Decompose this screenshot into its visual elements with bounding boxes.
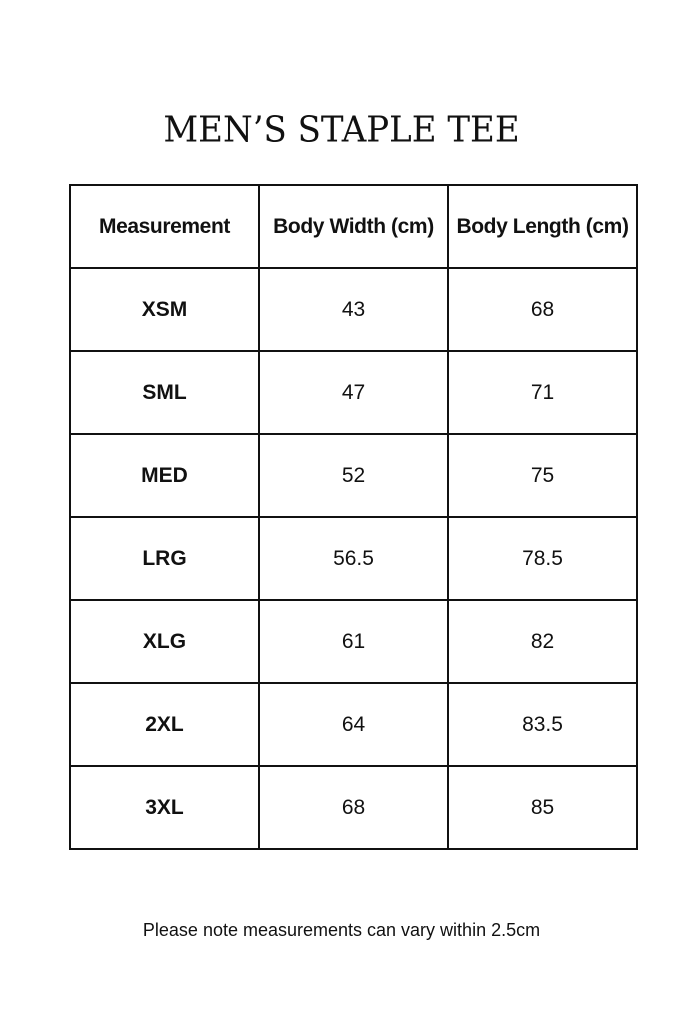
page-title: MEN’S STAPLE TEE	[163, 109, 520, 151]
body-width-value: 68	[259, 766, 448, 849]
size-label: SML	[70, 351, 259, 434]
table-header-row	[70, 185, 637, 268]
header-body-length: Body Length (cm)	[448, 185, 637, 268]
body-length-value: 83.5	[448, 683, 637, 766]
body-width-value: 47	[259, 351, 448, 434]
header-body-width: Body Width (cm)	[259, 185, 448, 268]
body-length-value: 82	[448, 600, 637, 683]
body-width-value: 43	[259, 268, 448, 351]
table-row	[70, 351, 637, 434]
table-row	[70, 517, 637, 600]
body-width-value: 64	[259, 683, 448, 766]
size-label: 2XL	[70, 683, 259, 766]
measurement-note: Please note measurements can vary within 2.5cm	[142, 920, 541, 940]
size-label: MED	[70, 434, 259, 517]
table-row	[70, 766, 637, 849]
size-label: XSM	[70, 268, 259, 351]
size-label: 3XL	[70, 766, 259, 849]
table-row	[70, 600, 637, 683]
size-chart-table	[69, 184, 638, 850]
table-row	[70, 268, 637, 351]
table-row	[70, 434, 637, 517]
body-length-value: 85	[448, 766, 637, 849]
size-label: XLG	[70, 600, 259, 683]
body-length-value: 68	[448, 268, 637, 351]
body-width-value: 52	[259, 434, 448, 517]
header-measurement: Measurement	[70, 185, 259, 268]
body-length-value: 78.5	[448, 517, 637, 600]
body-length-value: 71	[448, 351, 637, 434]
table-row	[70, 683, 637, 766]
body-length-value: 75	[448, 434, 637, 517]
body-width-value: 61	[259, 600, 448, 683]
body-width-value: 56.5	[259, 517, 448, 600]
size-label: LRG	[70, 517, 259, 600]
